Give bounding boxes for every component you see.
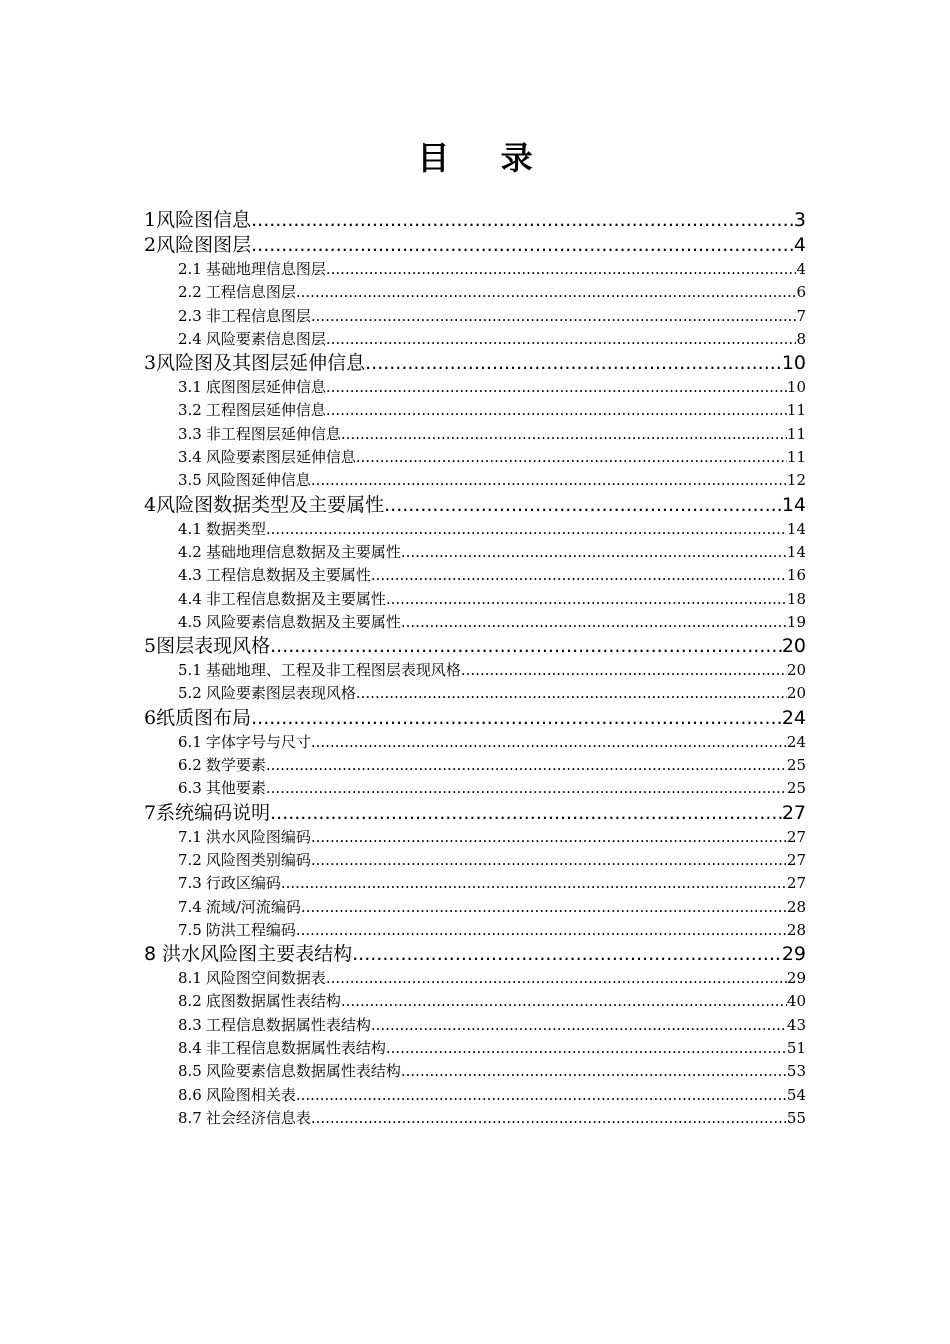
toc-entry-number: 2 [144, 234, 157, 256]
toc-entry-number: 1 [144, 209, 157, 231]
toc-dot-leader [384, 493, 782, 518]
toc-section-entry[interactable] [144, 541, 806, 564]
toc-dot-leader [311, 469, 787, 492]
toc-entry-title: 工程信息数据属性表结构 [205, 1015, 371, 1034]
toc-page-number: 11 [786, 424, 806, 443]
toc-chapter-entry[interactable] [144, 801, 806, 826]
toc-entry-number: 7.3 [178, 874, 202, 893]
toc-entry-title: 风险图相关表 [205, 1085, 296, 1104]
toc-page-number: 20 [786, 684, 806, 703]
toc-page-number: 25 [786, 779, 806, 798]
toc-entry-number: 5.1 [178, 661, 202, 680]
toc-entry-number: 2.3 [178, 306, 202, 325]
toc-dot-leader [326, 328, 797, 351]
toc-section-entry[interactable] [144, 281, 806, 304]
toc-entry-number: 5.2 [178, 684, 202, 703]
toc-entry-title: 8 洪水风险图主要表结构 [144, 943, 353, 966]
toc-entry-title: 非工程信息数据属性表结构 [205, 1039, 386, 1058]
toc-page-number: 29 [781, 943, 806, 966]
toc-page-number: 14 [786, 519, 806, 538]
toc-chapter-entry[interactable] [144, 634, 806, 659]
toc-entry-title: 数学要素 [205, 756, 266, 775]
toc-entry-title: 流域/河流编码 [205, 897, 301, 916]
toc-entry-title: 基础地理、工程及非工程图层表现风格 [205, 661, 461, 680]
toc-entry-number: 3.3 [178, 424, 202, 443]
toc-dot-leader [251, 208, 794, 233]
toc-entry-title: 底图图层延伸信息 [205, 378, 326, 397]
toc-dot-leader [326, 258, 797, 281]
toc-dot-leader [352, 942, 782, 967]
toc-section-entry[interactable] [144, 399, 806, 422]
toc-dot-leader [266, 754, 787, 777]
toc-entry-number: 7 [144, 801, 157, 824]
toc-entry-title: 风险图及其图层延伸信息 [156, 352, 366, 375]
toc-section-entry[interactable] [144, 990, 806, 1013]
toc-entry-number: 4.4 [178, 589, 202, 608]
toc-dot-leader [266, 518, 787, 541]
toc-section-entry[interactable] [144, 826, 806, 849]
toc-dot-leader [311, 826, 787, 849]
toc-chapter-entry[interactable] [144, 493, 806, 518]
page-title: 目 录 [417, 139, 553, 177]
toc-entry-title: 风险图图层 [156, 234, 252, 256]
toc-section-entry[interactable] [144, 376, 806, 399]
toc-entry-title: 非工程信息图层 [205, 306, 311, 325]
toc-entry-title: 工程信息数据及主要属性 [205, 566, 371, 585]
toc-entry-number: 2.1 [178, 260, 202, 278]
toc-section-entry[interactable] [144, 872, 806, 895]
toc-page-number: 11 [786, 448, 806, 467]
toc-page-number: 53 [786, 1062, 806, 1081]
toc-entry-title: 风险图数据类型及主要属性 [156, 493, 385, 516]
toc-entry-title: 风险要素图层延伸信息 [205, 448, 356, 467]
toc-chapter-entry[interactable] [144, 233, 806, 258]
toc-entry-number: 4 [144, 493, 157, 516]
toc-dot-leader [356, 682, 787, 705]
toc-entry-title: 风险图类别编码 [205, 850, 311, 869]
toc-dot-leader [301, 896, 787, 919]
toc-dot-leader [341, 423, 787, 446]
toc-page-number: 10 [781, 352, 806, 375]
toc-page-number: 11 [786, 401, 806, 420]
toc-page-number: 16 [786, 566, 806, 585]
toc-page-number: 10 [786, 378, 806, 397]
toc-entry-number: 7.1 [178, 827, 202, 846]
toc-chapter-entry[interactable] [144, 351, 806, 376]
toc-entry-title: 洪水风险图编码 [205, 827, 311, 846]
toc-entry-title: 风险要素信息数据及主要属性 [205, 612, 401, 631]
toc-page-number: 8 [796, 329, 806, 348]
toc-entry-title: 基础地理信息图层 [205, 260, 326, 278]
toc-dot-leader [326, 967, 787, 990]
toc-section-entry[interactable] [144, 919, 806, 942]
toc-dot-leader [365, 351, 782, 376]
toc-page-number: 4 [796, 260, 806, 278]
toc-entry-title: 纸质图布局 [156, 706, 252, 729]
toc-entry-title: 风险要素信息数据属性表结构 [205, 1062, 401, 1081]
toc-dot-leader [296, 919, 787, 942]
toc-entry-title: 风险要素图层表现风格 [205, 684, 356, 703]
toc-page-number: 25 [786, 756, 806, 775]
toc-page-number: 54 [786, 1085, 806, 1104]
toc-dot-leader [311, 849, 787, 872]
toc-entry-number: 4.5 [178, 612, 202, 631]
toc-section-entry[interactable] [144, 967, 806, 990]
toc-chapter-entry[interactable] [144, 706, 806, 731]
table-of-contents [144, 208, 806, 1130]
toc-section-entry[interactable] [144, 1060, 806, 1083]
toc-dot-leader [311, 1107, 787, 1130]
toc-section-entry[interactable] [144, 446, 806, 469]
toc-entry-number: 2.4 [178, 329, 202, 348]
toc-dot-leader [461, 659, 787, 682]
toc-page-number: 27 [781, 801, 806, 824]
toc-page-number: 14 [786, 542, 806, 561]
toc-dot-leader [326, 399, 787, 422]
toc-dot-leader [270, 801, 782, 826]
toc-page-number: 24 [781, 706, 806, 729]
toc-section-entry[interactable] [144, 1084, 806, 1107]
toc-dot-leader [326, 376, 787, 399]
toc-entry-title: 非工程图层延伸信息 [205, 424, 341, 443]
toc-entry-title: 防洪工程编码 [205, 920, 296, 939]
toc-dot-leader [270, 634, 782, 659]
toc-section-entry[interactable] [144, 305, 806, 328]
toc-page-number: 12 [786, 471, 806, 490]
toc-entry-number: 3.5 [178, 471, 202, 490]
toc-dot-leader [401, 541, 787, 564]
toc-page-number: 27 [786, 827, 806, 846]
toc-section-entry[interactable] [144, 731, 806, 754]
toc-entry-title: 底图数据属性表结构 [205, 992, 341, 1011]
toc-page-number: 20 [781, 635, 806, 658]
toc-page-number: 29 [786, 969, 806, 988]
toc-dot-leader [251, 706, 782, 731]
toc-entry-title: 风险图延伸信息 [205, 471, 311, 490]
toc-entry-number: 3.2 [178, 401, 202, 420]
toc-page-number: 14 [781, 493, 806, 516]
toc-section-entry[interactable] [144, 1014, 806, 1037]
toc-dot-leader [371, 564, 787, 587]
toc-entry-number: 8.5 [178, 1062, 202, 1081]
toc-entry-number: 8.1 [178, 969, 202, 988]
toc-entry-number: 6.1 [178, 732, 202, 751]
toc-page-number: 28 [786, 897, 806, 916]
toc-entry-number: 8.6 [178, 1085, 202, 1104]
toc-page-number: 55 [786, 1108, 806, 1127]
toc-section-entry[interactable] [144, 518, 806, 541]
toc-page-number: 27 [786, 850, 806, 869]
toc-section-entry[interactable] [144, 777, 806, 800]
toc-dot-leader [296, 281, 797, 304]
toc-page-number: 43 [786, 1015, 806, 1034]
toc-page-number: 18 [786, 589, 806, 608]
toc-entry-number: 4.2 [178, 542, 202, 561]
toc-section-entry[interactable] [144, 588, 806, 611]
toc-entry-title: 非工程信息数据及主要属性 [205, 589, 386, 608]
toc-section-entry[interactable] [144, 682, 806, 705]
toc-section-entry[interactable] [144, 659, 806, 682]
toc-entry-number: 8.4 [178, 1039, 202, 1058]
toc-section-entry[interactable] [144, 1107, 806, 1130]
toc-page-number: 3 [793, 209, 806, 231]
toc-entry-title: 图层表现风格 [156, 635, 271, 658]
toc-dot-leader [401, 611, 787, 634]
toc-entry-number: 4.3 [178, 566, 202, 585]
toc-page-number: 4 [793, 234, 806, 256]
toc-entry-number: 7.4 [178, 897, 202, 916]
toc-entry-number: 8.3 [178, 1015, 202, 1034]
toc-page-number: 6 [796, 283, 806, 302]
toc-section-entry[interactable] [144, 423, 806, 446]
toc-dot-leader [401, 1060, 787, 1083]
toc-chapter-entry[interactable] [144, 208, 806, 233]
toc-entry-number: 3.4 [178, 448, 202, 467]
toc-section-entry[interactable] [144, 469, 806, 492]
toc-section-entry[interactable] [144, 328, 806, 351]
toc-entry-title: 社会经济信息表 [205, 1108, 311, 1127]
toc-entry-number: 3 [144, 352, 157, 375]
toc-entry-number: 6.2 [178, 756, 202, 775]
toc-section-entry[interactable] [144, 754, 806, 777]
toc-dot-leader [311, 731, 787, 754]
toc-entry-title: 工程图层延伸信息 [205, 401, 326, 420]
toc-page-number: 27 [786, 874, 806, 893]
toc-dot-leader [356, 446, 787, 469]
toc-entry-number: 8.2 [178, 992, 202, 1011]
toc-section-entry[interactable] [144, 564, 806, 587]
toc-page-number: 19 [786, 612, 806, 631]
toc-page-number: 40 [786, 992, 806, 1011]
toc-section-entry[interactable] [144, 258, 806, 281]
toc-page-number: 20 [786, 661, 806, 680]
toc-dot-leader [311, 305, 797, 328]
toc-section-entry[interactable] [144, 1037, 806, 1060]
toc-entry-title: 风险图空间数据表 [205, 969, 326, 988]
toc-dot-leader [296, 1084, 787, 1107]
toc-entry-title: 工程信息图层 [205, 283, 296, 302]
toc-dot-leader [386, 588, 787, 611]
toc-entry-title: 行政区编码 [205, 874, 281, 893]
toc-entry-title: 风险要素信息图层 [205, 329, 326, 348]
toc-entry-number: 2.2 [178, 283, 202, 302]
toc-entry-title: 数据类型 [205, 519, 266, 538]
toc-section-entry[interactable] [144, 896, 806, 919]
toc-entry-number: 6 [144, 706, 157, 729]
toc-entry-title: 其他要素 [205, 779, 266, 798]
toc-entry-number: 7.5 [178, 920, 202, 939]
toc-page-number: 28 [786, 920, 806, 939]
toc-entry-number: 4.1 [178, 519, 202, 538]
toc-entry-number: 7.2 [178, 850, 202, 869]
toc-entry-title: 字体字号与尺寸 [205, 732, 311, 751]
toc-entry-number: 3.1 [178, 378, 202, 397]
toc-dot-leader [386, 1037, 787, 1060]
toc-page-number: 7 [796, 306, 806, 325]
toc-entry-title: 风险图信息 [156, 209, 252, 231]
toc-dot-leader [341, 990, 787, 1013]
toc-dot-leader [371, 1014, 787, 1037]
toc-page-number: 24 [786, 732, 806, 751]
toc-entry-title: 系统编码说明 [156, 801, 271, 824]
toc-section-entry[interactable] [144, 849, 806, 872]
toc-entry-number: 6.3 [178, 779, 202, 798]
toc-section-entry[interactable] [144, 611, 806, 634]
toc-dot-leader [251, 233, 794, 258]
toc-chapter-entry[interactable] [144, 942, 806, 967]
toc-entry-title: 基础地理信息数据及主要属性 [205, 542, 401, 561]
toc-page-number: 51 [786, 1039, 806, 1058]
toc-entry-number: 8.7 [178, 1108, 202, 1127]
toc-entry-number: 5 [144, 635, 157, 658]
toc-dot-leader [266, 777, 787, 800]
toc-dot-leader [281, 872, 787, 895]
